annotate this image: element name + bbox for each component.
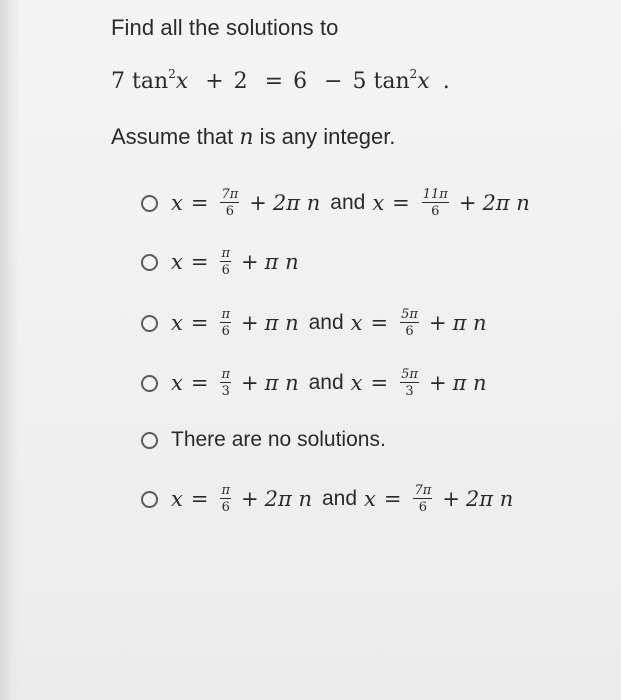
option-plus-1: + xyxy=(241,487,259,511)
assumption-prefix: Assume that xyxy=(111,124,240,149)
option-and-word: and xyxy=(321,487,358,510)
option-equals-2: = xyxy=(392,191,410,215)
answer-option-2[interactable] xyxy=(141,245,299,279)
radio-button[interactable] xyxy=(141,375,158,392)
option-plus-2: + xyxy=(442,487,460,511)
page-left-edge xyxy=(0,0,20,700)
option-text: There are no solutions. xyxy=(171,428,386,451)
option-term-2: π n xyxy=(452,371,487,395)
option-term-1: 2π n xyxy=(272,191,321,215)
answer-option-6[interactable] xyxy=(141,482,513,516)
option-fraction-1 xyxy=(220,484,231,514)
fraction-denominator: 6 xyxy=(225,204,234,219)
equation-left-constant: 2 xyxy=(233,69,248,94)
option-fraction-1 xyxy=(220,247,231,277)
fraction-numerator: 11π xyxy=(422,187,448,202)
option-plus-1: + xyxy=(241,250,259,274)
option-plus-2: + xyxy=(458,191,477,215)
option-fraction-2 xyxy=(413,484,432,514)
fraction-numerator: 5π xyxy=(401,367,418,382)
answer-option-1[interactable] xyxy=(141,186,530,220)
option-equals-2: = xyxy=(383,487,402,511)
equation-minus-sign: − xyxy=(324,69,343,94)
option-term-1: 2π n xyxy=(264,487,312,511)
equation-plus-sign: + xyxy=(205,69,224,94)
option-term-1: π n xyxy=(264,311,299,335)
answer-option-4[interactable] xyxy=(141,366,487,400)
option-plus-2: + xyxy=(428,371,447,395)
question-prompt: Find all the solutions to xyxy=(111,15,339,40)
fraction-numerator: π xyxy=(221,367,230,382)
option-equals-1: = xyxy=(190,487,209,511)
fraction-denominator: 6 xyxy=(221,500,230,515)
fraction-denominator: 3 xyxy=(405,384,414,399)
option-and-word: and xyxy=(308,371,344,394)
equation-right-exponent: 2 xyxy=(409,67,418,81)
option-variable-2: x xyxy=(350,371,363,395)
option-variable-1: x xyxy=(171,250,183,274)
option-and-word: and xyxy=(308,311,344,334)
option-variable-2: x xyxy=(364,487,376,511)
radio-button[interactable] xyxy=(141,491,158,508)
option-variable-2: x xyxy=(372,191,385,215)
assumption-variable: n xyxy=(239,125,254,150)
fraction-numerator: 7π xyxy=(414,483,432,498)
option-equals-1: = xyxy=(190,311,209,335)
option-term-2: 2π n xyxy=(465,487,514,511)
equation-period: . xyxy=(442,69,450,94)
fraction-denominator: 6 xyxy=(221,324,230,339)
option-plus-1: + xyxy=(241,311,259,335)
equation-left-variable: x xyxy=(175,69,189,94)
option-fraction-2 xyxy=(422,188,449,218)
fraction-denominator: 6 xyxy=(418,500,428,515)
option-equals-2: = xyxy=(370,311,389,335)
option-variable-2: x xyxy=(350,311,363,335)
option-expression xyxy=(171,484,513,514)
equation-right-variable: x xyxy=(417,69,430,94)
fraction-numerator: π xyxy=(221,307,230,322)
option-fraction-1 xyxy=(220,308,231,338)
fraction-denominator: 6 xyxy=(431,204,440,219)
fraction-numerator: 7π xyxy=(221,187,239,202)
equation-right-coefficient: 5 tan xyxy=(352,69,410,94)
option-expression xyxy=(171,247,299,277)
option-term-2: 2π n xyxy=(482,191,530,215)
option-variable-1: x xyxy=(171,371,183,395)
option-fraction-2 xyxy=(400,368,419,398)
option-equals-2: = xyxy=(370,371,389,395)
assumption-suffix: is any integer. xyxy=(253,124,396,149)
assumption-text xyxy=(111,124,395,150)
option-fraction-1 xyxy=(220,188,239,218)
fraction-numerator: 5π xyxy=(401,307,418,322)
option-equals-1: = xyxy=(190,191,209,215)
fraction-denominator: 6 xyxy=(405,324,414,339)
option-term-2: π n xyxy=(452,311,487,335)
option-variable-1: x xyxy=(171,487,183,511)
radio-button[interactable] xyxy=(141,315,158,332)
option-equals-1: = xyxy=(190,250,209,274)
radio-button[interactable] xyxy=(141,195,158,212)
option-expression xyxy=(171,188,530,218)
option-variable-1: x xyxy=(171,311,183,335)
equation-left-coefficient: 7 tan xyxy=(111,69,169,94)
option-fraction-2 xyxy=(400,308,419,338)
radio-button[interactable] xyxy=(141,432,158,449)
option-expression xyxy=(171,368,487,398)
option-plus-1: + xyxy=(249,191,267,215)
answer-option-5[interactable] xyxy=(141,423,386,457)
option-expression xyxy=(171,308,487,338)
fraction-denominator: 3 xyxy=(221,384,230,399)
equation-equals-sign: = xyxy=(264,69,284,94)
option-fraction-1 xyxy=(220,368,231,398)
option-term-1: π n xyxy=(264,371,299,395)
option-plus-2: + xyxy=(428,311,447,335)
fraction-numerator: π xyxy=(221,483,230,498)
equation-right-constant: 6 xyxy=(293,69,308,94)
fraction-numerator: π xyxy=(221,246,230,261)
option-variable-1: x xyxy=(171,191,183,215)
option-equals-1: = xyxy=(190,371,209,395)
option-plus-1: + xyxy=(241,371,259,395)
radio-button[interactable] xyxy=(141,254,158,271)
option-term-1: π n xyxy=(264,250,299,274)
equation-left-exponent: 2 xyxy=(168,67,176,81)
question-equation xyxy=(111,67,450,94)
answer-option-3[interactable] xyxy=(141,306,487,340)
option-and-word: and xyxy=(330,191,366,214)
fraction-denominator: 6 xyxy=(221,263,230,278)
